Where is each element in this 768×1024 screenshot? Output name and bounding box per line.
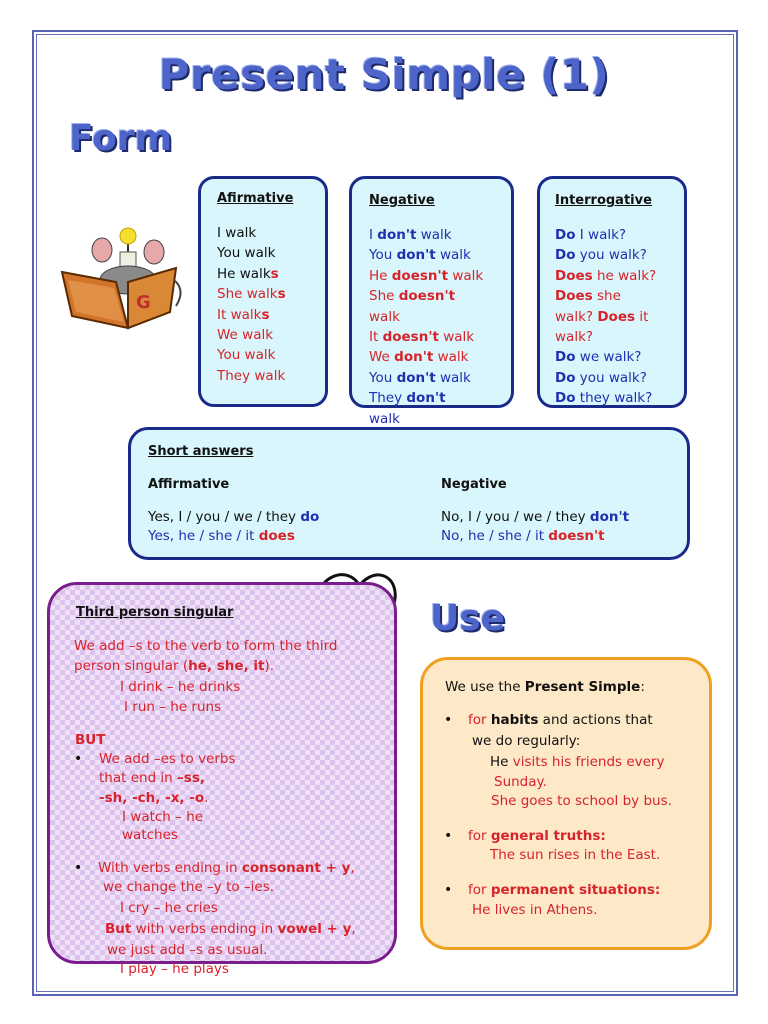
answer-verb: does — [258, 528, 295, 544]
negative-subject: She — [369, 288, 399, 305]
example-text: visits his friends every — [512, 754, 665, 770]
interrogative-text: they walk? — [575, 390, 653, 407]
negative-verb: walk — [448, 267, 484, 284]
negative-verb: walk — [435, 247, 471, 264]
bullet-icon: • — [74, 751, 83, 767]
use-heading: Use — [430, 598, 506, 639]
interrogative-heading: Interrogative — [555, 193, 652, 208]
rule-ending: vowel + y — [277, 921, 352, 937]
book-mouse-illustration — [54, 210, 184, 335]
affirmative-ending: s — [270, 265, 279, 282]
short-answer-affirmative-2 — [148, 528, 295, 544]
interrogative-text: you walk? — [575, 247, 647, 264]
use-habits-line2: we do regularly: — [472, 733, 581, 749]
rule-y-line2: we change the –y to –ies. — [103, 879, 275, 895]
mouse-ear-icon — [92, 238, 112, 262]
rule-ending: –ss, — [177, 770, 205, 786]
rule-ending: consonant + y — [241, 860, 351, 876]
negative-auxiliary: don't — [377, 227, 417, 243]
interrogative-line — [555, 388, 656, 408]
rule-text: person singular ( — [74, 658, 189, 674]
intro-colon: : — [640, 679, 645, 695]
but-label: BUT — [75, 732, 106, 748]
bullet-icon: • — [444, 828, 453, 844]
interrogative-line — [555, 266, 656, 286]
short-answers-heading: Short answers — [148, 444, 254, 459]
answer-text: Yes, he / she / it — [148, 528, 259, 544]
rule-text-end: . — [204, 790, 209, 806]
short-answers-negative-label: Negative — [441, 477, 507, 492]
use-term: permanent situations: — [490, 882, 661, 898]
rule-y-line1 — [98, 860, 355, 876]
negative-auxiliary: doesn't — [382, 328, 439, 345]
affirmative-line — [217, 243, 286, 263]
negative-verb: walk — [416, 227, 452, 243]
negative-list — [369, 225, 483, 429]
interrogative-auxiliary: Do — [555, 227, 576, 243]
interrogative-line — [555, 347, 656, 367]
affirmative-line — [217, 264, 286, 284]
example-drink: I drink – he drinks — [120, 679, 241, 695]
use-for: for — [468, 882, 491, 898]
interrogative-auxiliary: Does — [555, 267, 593, 284]
negative-auxiliary: don't — [396, 369, 436, 386]
affirmative-subject: She walk — [217, 286, 278, 303]
bullet-icon: • — [444, 712, 453, 728]
negative-subject: You — [369, 369, 397, 386]
third-person-rule: We add –s to the verb to form the third — [74, 638, 338, 654]
interrogative-line — [555, 327, 656, 347]
negative-line — [369, 245, 483, 265]
answer-verb: do — [300, 509, 320, 525]
affirmative-box — [198, 176, 328, 407]
rule-vowel-line2: we just add –s as usual. — [107, 942, 268, 958]
rule-text: with verbs ending in — [131, 921, 278, 937]
use-example-sun: The sun rises in the East. — [490, 847, 661, 863]
intro-text: We use the — [445, 679, 525, 695]
example-play: I play – he plays — [120, 961, 229, 977]
rule-es-line1: We add –es to verbs — [99, 751, 236, 767]
rule-text: that end in — [99, 770, 178, 786]
use-example-athens: He lives in Athens. — [472, 902, 598, 918]
affirmative-subject: You walk — [217, 245, 276, 262]
example-subject: He — [490, 754, 513, 770]
affirmative-subject: You walk — [217, 347, 276, 364]
bullet-icon: • — [444, 882, 453, 898]
affirmative-subject: They walk — [217, 367, 286, 384]
negative-subject: He — [369, 267, 392, 284]
interrogative-list — [555, 225, 656, 409]
answer-verb: don't — [589, 509, 630, 525]
interrogative-line — [555, 307, 656, 327]
affirmative-subject: We walk — [217, 326, 274, 343]
third-person-rule-2 — [74, 658, 274, 674]
negative-line — [369, 266, 483, 286]
negative-auxiliary: doesn't — [398, 288, 456, 305]
answer-text: No, I / you / we / they — [441, 509, 590, 525]
interrogative-text: it — [635, 308, 649, 325]
negative-subject: They — [369, 390, 407, 407]
answer-text: No, he / she / it — [441, 528, 549, 544]
negative-line — [369, 327, 483, 347]
use-habits — [468, 712, 653, 728]
negative-line — [369, 347, 483, 367]
interrogative-text: walk? — [555, 308, 598, 325]
interrogative-auxiliary: Does — [555, 288, 593, 305]
negative-auxiliary: don't — [406, 390, 446, 407]
negative-line — [369, 286, 483, 306]
interrogative-auxiliary: Do — [555, 369, 576, 386]
interrogative-auxiliary: Do — [555, 390, 576, 407]
affirmative-list — [217, 223, 286, 386]
affirmative-line — [217, 305, 286, 325]
interrogative-text: you walk? — [575, 369, 647, 386]
interrogative-line — [555, 368, 656, 388]
affirmative-line — [217, 345, 286, 365]
use-intro — [445, 679, 645, 695]
interrogative-auxiliary: Do — [555, 247, 576, 264]
negative-heading: Negative — [369, 193, 435, 208]
negative-subject: walk — [369, 410, 400, 427]
third-person-heading: Third person singular — [76, 605, 234, 620]
example-cry: I cry – he cries — [120, 900, 218, 916]
use-habits-term: habits — [490, 712, 539, 728]
affirmative-line — [217, 325, 286, 345]
interrogative-auxiliary: Does — [597, 308, 636, 325]
interrogative-line — [555, 245, 656, 265]
rule-endings: -sh, -ch, -x, -o — [99, 790, 205, 806]
interrogative-text: he walk? — [592, 267, 657, 284]
negative-auxiliary: don't — [394, 349, 434, 366]
use-example-bus: She goes to school by bus. — [491, 793, 672, 809]
rule-text-end: ). — [264, 658, 275, 674]
page-title: Present Simple (1) — [158, 50, 610, 99]
rule-pronouns: he, she, it — [188, 658, 265, 674]
negative-subject: I — [369, 227, 378, 243]
intro-tense: Present Simple — [524, 679, 641, 695]
rule-vowel-line1 — [105, 921, 356, 937]
interrogative-auxiliary: Do — [555, 349, 576, 366]
affirmative-subject: He walk — [217, 265, 271, 282]
interrogative-line — [555, 225, 656, 245]
interrogative-box — [537, 176, 687, 408]
affirmative-line — [217, 284, 286, 304]
book-letter: G — [136, 292, 151, 313]
affirmative-subject: I walk — [217, 225, 257, 241]
negative-auxiliary: doesn't — [391, 267, 449, 284]
negative-auxiliary: don't — [396, 247, 436, 264]
affirmative-ending: s — [261, 306, 270, 323]
answer-text: Yes, I / you / we / they — [148, 509, 301, 525]
rule-text: With verbs ending in — [98, 860, 242, 876]
affirmative-heading: Afirmative — [217, 191, 294, 206]
interrogative-text: walk? — [555, 328, 594, 345]
rule-text-end: , — [350, 860, 355, 876]
short-answer-negative-2 — [441, 528, 605, 544]
use-term: general truths: — [490, 828, 606, 844]
negative-line — [369, 388, 483, 408]
negative-verb: walk — [433, 349, 469, 366]
affirmative-line — [217, 223, 286, 243]
answer-verb: doesn't — [548, 528, 605, 544]
candle-flame-icon — [120, 228, 136, 244]
use-text: and actions that — [538, 712, 653, 728]
interrogative-text: she — [592, 288, 621, 305]
example-watch-2: watches — [122, 827, 178, 843]
negative-line — [369, 368, 483, 388]
use-for: for — [468, 712, 491, 728]
negative-box — [349, 176, 514, 427]
example-watch-1: I watch – he — [122, 809, 204, 825]
form-heading: Form — [69, 118, 173, 159]
mouse-tail-icon — [174, 280, 181, 306]
example-run: I run – he runs — [124, 699, 222, 715]
affirmative-ending: s — [277, 286, 286, 303]
use-for: for — [468, 828, 491, 844]
negative-line — [369, 307, 483, 327]
interrogative-text: we walk? — [575, 349, 642, 366]
affirmative-line — [217, 366, 286, 386]
negative-verb: walk — [435, 369, 471, 386]
bullet-icon: • — [74, 860, 83, 876]
negative-verb: walk — [438, 328, 475, 345]
negative-line — [369, 225, 483, 245]
interrogative-text: I walk? — [575, 227, 627, 243]
use-example-visits — [490, 754, 664, 770]
affirmative-subject: It walk — [217, 306, 262, 323]
use-example-sunday: Sunday. — [494, 774, 547, 790]
use-general-truths — [468, 828, 606, 844]
short-answer-affirmative-1 — [148, 509, 319, 525]
rule-text-end: , — [351, 921, 356, 937]
mouse-ear-icon — [144, 240, 164, 264]
short-answer-negative-1 — [441, 509, 629, 525]
rule-but: But — [105, 921, 132, 937]
negative-subject: It — [369, 328, 383, 345]
negative-subject: walk — [369, 308, 400, 325]
interrogative-line — [555, 286, 656, 306]
use-permanent — [468, 882, 660, 898]
rule-es-line3 — [99, 790, 208, 806]
negative-line — [369, 409, 483, 429]
rule-es-line2 — [99, 770, 205, 786]
short-answers-box — [128, 427, 690, 560]
short-answers-affirmative-label: Affirmative — [148, 477, 230, 492]
negative-subject: You — [369, 247, 397, 264]
negative-subject: We — [369, 349, 395, 366]
